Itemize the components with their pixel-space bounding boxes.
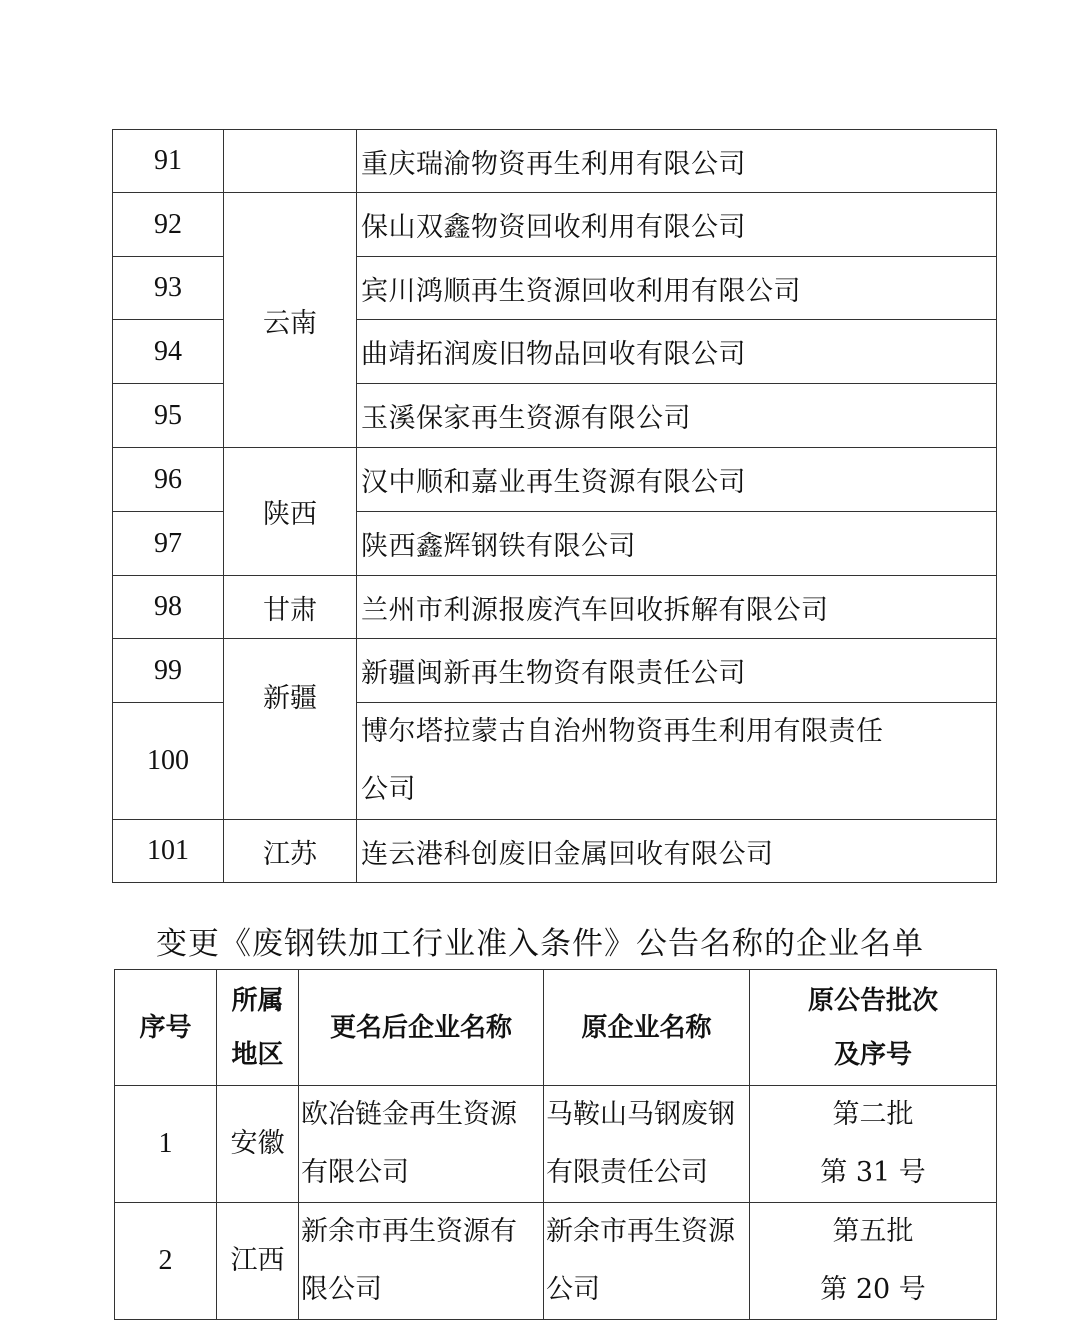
batch-info xyxy=(750,1086,997,1203)
old-name-line2: 有限责任公司 xyxy=(546,1157,708,1188)
row-number: 94 xyxy=(113,320,224,384)
header-region-line2: 地区 xyxy=(231,1039,284,1070)
batch-line2: 第 31 号 xyxy=(820,1157,926,1188)
enterprise-name: 汉中顺和嘉业再生资源有限公司 xyxy=(357,448,997,512)
enterprise-name-line2: 公司 xyxy=(361,774,416,805)
batch-info xyxy=(750,1203,997,1320)
enterprise-name: 陕西鑫辉钢铁有限公司 xyxy=(357,512,997,576)
table-row xyxy=(113,130,997,193)
table-row xyxy=(113,193,997,257)
header-region-line1: 所属 xyxy=(231,985,284,1016)
region-shaanxi: 陕西 xyxy=(224,448,357,576)
row-number: 98 xyxy=(113,576,224,639)
old-name-line2: 公司 xyxy=(546,1274,600,1305)
enterprise-name: 保山双鑫物资回收利用有限公司 xyxy=(357,193,997,257)
row-region: 安徽 xyxy=(217,1086,299,1203)
enterprise-name: 连云港科创废旧金属回收有限公司 xyxy=(357,820,997,883)
region-gansu: 甘肃 xyxy=(224,576,357,639)
region-cell-empty xyxy=(224,130,357,193)
enterprise-name: 玉溪保家再生资源有限公司 xyxy=(357,384,997,448)
table-row xyxy=(115,1086,997,1203)
header-new-name: 更名后企业名称 xyxy=(299,970,544,1086)
row-number: 1 xyxy=(115,1086,217,1203)
header-old-name: 原企业名称 xyxy=(544,970,750,1086)
old-name-line1: 新余市再生资源 xyxy=(546,1216,735,1247)
region-yunnan: 云南 xyxy=(224,193,357,448)
table-row xyxy=(113,576,997,639)
row-number: 92 xyxy=(113,193,224,257)
header-batch xyxy=(750,970,997,1086)
new-name-line1: 欧冶链金再生资源 xyxy=(301,1099,517,1130)
table-row xyxy=(113,448,997,512)
row-number: 95 xyxy=(113,384,224,448)
header-row xyxy=(115,970,997,1086)
table-row xyxy=(115,1203,997,1320)
old-name-line1: 马鞍山马钢废钢 xyxy=(546,1099,735,1130)
row-number: 100 xyxy=(113,703,224,820)
header-batch-line2: 及序号 xyxy=(833,1039,912,1070)
enterprise-name-multiline xyxy=(357,703,997,820)
enterprise-name: 兰州市利源报废汽车回收拆解有限公司 xyxy=(357,576,997,639)
row-region: 江西 xyxy=(217,1203,299,1320)
enterprise-name: 宾川鸿顺再生资源回收利用有限公司 xyxy=(357,257,997,320)
region-xinjiang: 新疆 xyxy=(224,639,357,820)
row-number: 101 xyxy=(113,820,224,883)
enterprise-name-line1: 博尔塔拉蒙古自治州物资再生利用有限责任 xyxy=(361,716,884,747)
enterprise-name: 新疆闽新再生物资有限责任公司 xyxy=(357,639,997,703)
batch-line1: 第二批 xyxy=(832,1099,914,1130)
new-name-line2: 限公司 xyxy=(301,1274,382,1305)
table-row xyxy=(113,639,997,703)
new-enterprise-name xyxy=(299,1086,544,1203)
old-enterprise-name xyxy=(544,1086,750,1203)
row-number: 91 xyxy=(113,130,224,193)
new-enterprise-name xyxy=(299,1203,544,1320)
enterprise-name: 重庆瑞渝物资再生利用有限公司 xyxy=(357,130,997,193)
old-enterprise-name xyxy=(544,1203,750,1320)
row-number: 99 xyxy=(113,639,224,703)
table-row xyxy=(113,820,997,883)
section-title: 变更《废钢铁加工行业准入条件》公告名称的企业名单 xyxy=(156,926,924,962)
header-region xyxy=(217,970,299,1086)
new-name-line1: 新余市再生资源有 xyxy=(301,1216,517,1247)
header-batch-line1: 原公告批次 xyxy=(807,985,938,1016)
batch-line1: 第五批 xyxy=(832,1216,914,1247)
header-no: 序号 xyxy=(115,970,217,1086)
enterprise-name: 曲靖拓润废旧物品回收有限公司 xyxy=(357,320,997,384)
enterprise-list-table xyxy=(112,129,997,883)
batch-line2: 第 20 号 xyxy=(820,1274,926,1305)
region-jiangsu: 江苏 xyxy=(224,820,357,883)
row-number: 93 xyxy=(113,257,224,320)
row-number: 96 xyxy=(113,448,224,512)
row-number: 97 xyxy=(113,512,224,576)
row-number: 2 xyxy=(115,1203,217,1320)
renamed-enterprise-table xyxy=(114,969,997,1320)
new-name-line2: 有限公司 xyxy=(301,1157,409,1188)
